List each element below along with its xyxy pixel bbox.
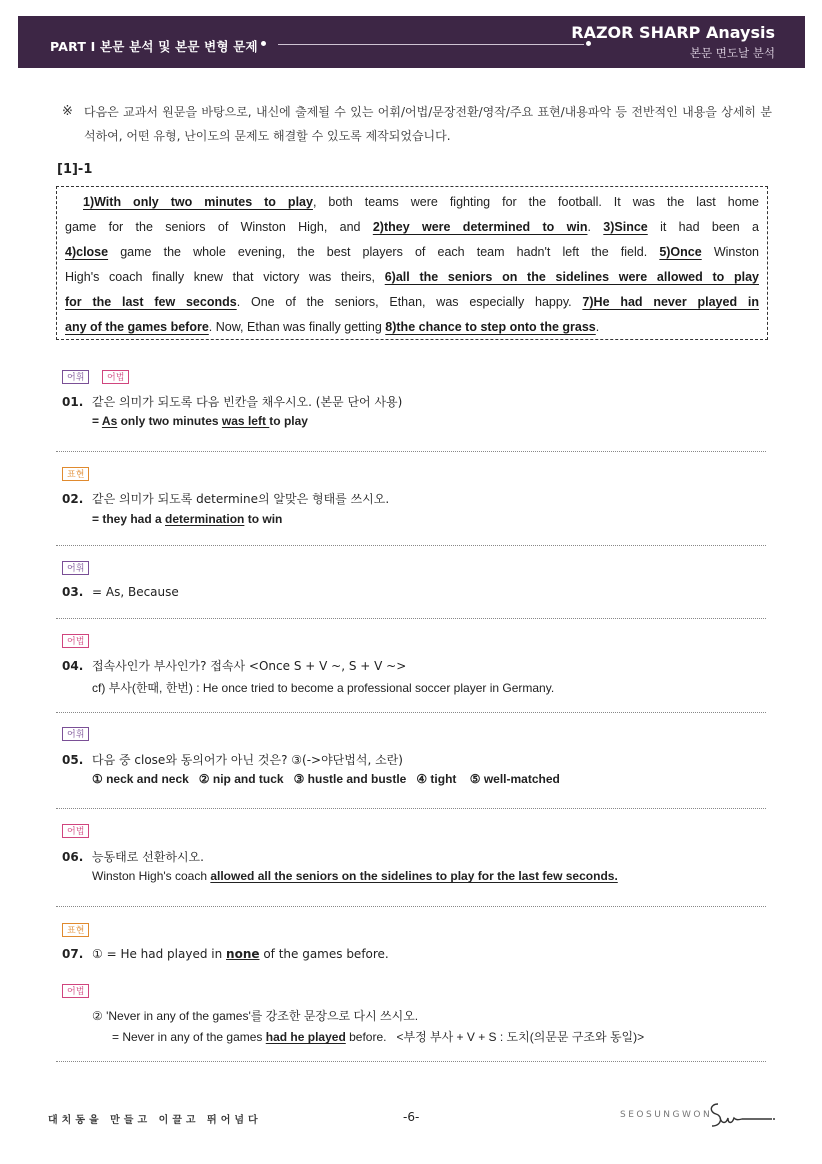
- passage-line: [65, 265, 759, 290]
- answer-run: only two minutes: [117, 414, 222, 428]
- footer-brand: SEOSUNGWON: [620, 1110, 713, 1120]
- passage-key-6: 6)all the seniors on the sidelines were allowed to play: [384, 270, 759, 284]
- question-number: 02.: [62, 492, 84, 506]
- separator: [56, 545, 766, 546]
- question-id: [1]-1: [57, 162, 93, 177]
- answer-run: to play: [269, 414, 308, 428]
- options-05: ① neck and neck ② nip and tuck ③ hustle and bustle ④ tight ⑤ well-matched: [92, 772, 560, 786]
- answer-run: before. <부정 부사 + V + S : 도치(의문문 구조와 동일)>: [345, 1030, 645, 1044]
- tag-expression: 표현: [62, 923, 89, 937]
- question-03: [62, 585, 179, 599]
- question-prompt: 같은 의미가 되도록 다음 빈칸을 채우시오. (본문 단어 사용): [92, 395, 403, 409]
- passage-line: [65, 215, 759, 240]
- passage-run: game the whole evening, the best players of each team hadn't left the field.: [108, 245, 660, 259]
- passage-key-7-cont: any of the games before: [65, 320, 209, 334]
- passage-run: . Now, Ethan was finally getting: [208, 320, 386, 334]
- part-title: PART I 본문 분석 및 본문 변형 문제: [50, 39, 258, 54]
- passage-key-5: 5)Once: [659, 245, 702, 259]
- answer-02: [92, 512, 282, 526]
- tag-vocab: 어휘: [62, 561, 89, 575]
- answer-underlined: allowed all the seniors on the sidelines to play for the last few seconds.: [210, 869, 618, 883]
- separator: [56, 1061, 766, 1062]
- page-number: -6-: [403, 1110, 420, 1124]
- answer-blank: none: [226, 947, 260, 961]
- passage-run: .: [595, 320, 600, 334]
- question-06: [62, 848, 204, 865]
- answer-07-2: [112, 1028, 644, 1045]
- answer-06: [92, 869, 618, 883]
- passage-line: [65, 190, 759, 215]
- question-number: 06.: [62, 850, 84, 864]
- separator: [56, 618, 766, 619]
- tag-vocab: 어휘: [62, 370, 89, 384]
- tag-grammar: 어법: [62, 824, 89, 838]
- separator: [56, 808, 766, 809]
- answer-run: of the games before.: [259, 947, 389, 961]
- brand-title: RAZOR SHARP Anaysis: [571, 23, 775, 42]
- prompt-07-2: ② 'Never in any of the games'를 강조한 문장으로 다시 쓰시오.: [92, 1009, 419, 1023]
- answer-run: = Never in any of the games: [112, 1030, 266, 1044]
- passage-run: .: [587, 220, 604, 234]
- tag-vocab: 어휘: [62, 727, 89, 741]
- passage-line: [65, 290, 759, 315]
- question-05: [62, 751, 403, 768]
- passage-run: Winston: [701, 245, 759, 259]
- note-mark: ※: [62, 104, 73, 119]
- question-prompt: 같은 의미가 되도록 determine의 알맞은 형태를 쓰시오.: [92, 492, 390, 506]
- question-04: [62, 657, 406, 674]
- passage-line: [65, 315, 759, 340]
- passage-key-4: 4)close: [65, 245, 109, 259]
- passage-run: it had been a: [647, 220, 759, 234]
- passage-text: [57, 187, 767, 340]
- passage-run: High's coach finally knew that victory was theirs,: [65, 270, 385, 284]
- question-prompt: 능동태로 선환하시오.: [92, 850, 204, 864]
- note-04: cf) 부사(한때, 한번) : He once tried to become a professional soccer player in Germany.: [92, 681, 555, 695]
- passage-run: , both teams were fighting for the football. It was the last home: [312, 195, 760, 209]
- page-header: [18, 16, 805, 68]
- question-01: [62, 393, 402, 410]
- answer-run: =: [92, 414, 102, 428]
- passage-key-1: 1)With only two minutes to play: [83, 195, 313, 209]
- separator: [56, 451, 766, 452]
- question-prompt: 접속사인가 부사인가? 접속사 <Once S + V ~, S + V ~>: [92, 659, 407, 673]
- question-02: [62, 490, 389, 507]
- answer-run: ① = He had played in: [92, 947, 227, 961]
- passage-key-8: 8)the chance to step onto the grass: [385, 320, 596, 334]
- header-rule: [278, 44, 584, 45]
- footer-slogan: 대치동을 만들고 이끌고 뛰어넘다: [48, 1115, 262, 1126]
- question-number: 01.: [62, 395, 84, 409]
- passage-run: . One of the seniors, Ethan, was especially happy.: [236, 295, 583, 309]
- passage-line: [65, 240, 759, 265]
- answer-01: [92, 414, 308, 428]
- question-answer: = As, Because: [92, 585, 179, 599]
- tag-expression: 표현: [62, 467, 89, 481]
- question-prompt: 다음 중 close와 동의어가 아닌 것은? ③(->야단법석, 소란): [92, 753, 403, 767]
- tag-grammar: 어법: [102, 370, 129, 384]
- answer-run: to win: [244, 512, 283, 526]
- answer-blank: was left: [221, 414, 270, 428]
- question-number: 05.: [62, 753, 84, 767]
- answer-blank: As: [101, 414, 118, 428]
- tag-grammar: 어법: [62, 634, 89, 648]
- passage-key-2: 2)they were determined to win: [372, 220, 588, 234]
- question-number: 03.: [62, 585, 84, 599]
- tag-grammar: 어법: [62, 984, 89, 998]
- question-number: 07.: [62, 947, 84, 961]
- passage-box: [56, 186, 768, 340]
- separator: [56, 712, 766, 713]
- answer-run: Winston High's coach: [92, 869, 211, 883]
- header-dot-left: [261, 41, 266, 46]
- answer-blank: had he played: [265, 1030, 346, 1044]
- answer-blank: determination: [165, 512, 245, 526]
- passage-key-7: 7)He had never played in: [582, 295, 759, 309]
- answer-run: = they had a: [92, 512, 166, 526]
- intro-note: [62, 100, 772, 148]
- brand-subtitle: 본문 면도날 분석: [689, 46, 775, 60]
- question-number: 04.: [62, 659, 84, 673]
- signature-icon: [706, 1098, 776, 1132]
- passage-run: game for the seniors of Winston High, and: [65, 220, 373, 234]
- separator: [56, 906, 766, 907]
- intro-text: 다음은 교과서 원문을 바탕으로, 내신에 출제될 수 있는 어휘/어법/문장전환/영작/주요 표현/내용파악 등 전반적인 내용을 상세히 분석하여, 어떤 유형, 난이도의 문제도 해결할 수 있도록 제작되었습니다.: [84, 105, 772, 143]
- question-07: [62, 947, 389, 961]
- passage-key-3: 3)Since: [603, 220, 648, 234]
- passage-key-6-cont: for the last few seconds: [65, 295, 237, 309]
